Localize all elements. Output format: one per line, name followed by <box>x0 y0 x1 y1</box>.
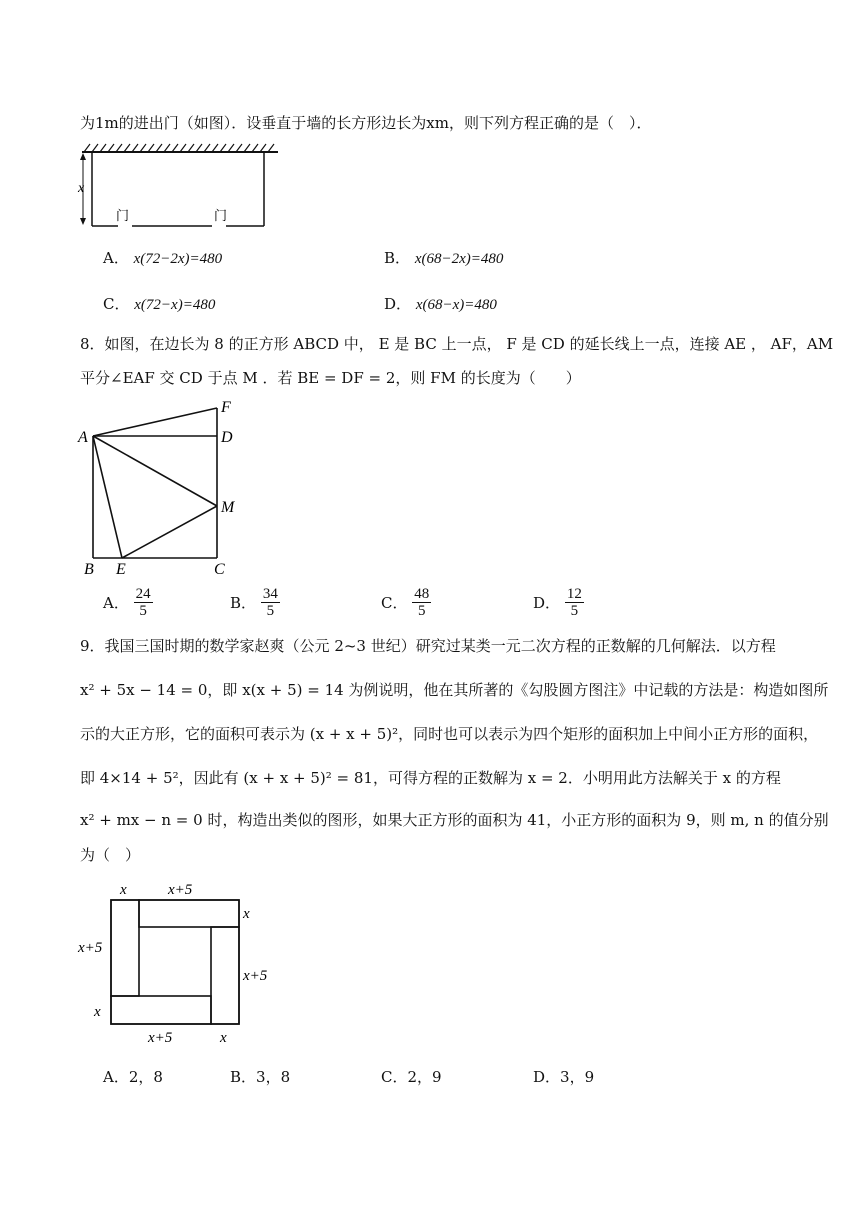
q9-stem-line4: 即 4×14 + 5²，因此有 (x + x + 5)² = 81，可得方程的正数解为 x = 2．小明用此方法解关于 x 的方程 <box>80 769 781 787</box>
label-top-x: x <box>120 882 127 898</box>
q9-figure <box>74 876 284 1048</box>
q9-option-b[interactable]: B．3，8 <box>230 1068 291 1086</box>
label-top-x5: x+5 <box>168 882 193 898</box>
q8-option-a[interactable]: A． $\frac{24}{5}$ <box>103 586 151 619</box>
vertex-c: C <box>214 561 225 578</box>
door-label-2: 门 <box>214 208 228 223</box>
q7-option-c[interactable]: C． x(72−x)=480 <box>103 295 216 313</box>
q7-option-a[interactable]: A． x(72−2x)=480 <box>103 249 223 267</box>
q8-stem-line2: 平分∠EAF 交 CD 于点 M ．若 BE = DF = 2，则 FM 的长度为（ ） <box>80 369 581 387</box>
q8-stem-line1: 8．如图，在边长为 8 的正方形 ABCD 中， E 是 BC 上一点， F 是 CD 的延长线上一点，连接 AE ， AF，AM <box>80 335 834 353</box>
door-label-1: 门 <box>116 208 130 223</box>
vertex-m: M <box>221 499 235 516</box>
q9-stem-line5: x² + mx − n = 0 时，构造出类似的图形，如果大正方形的面积为 41，小正方形的面积为 9，则 m, n 的值分别 <box>80 811 829 829</box>
vertex-d: D <box>221 429 233 446</box>
q7-stem: 为1m的进出门（如图）．设垂直于墙的长方形边长为xm，则下列方程正确的是（ ）． <box>80 114 652 132</box>
q7-x-label: x <box>78 181 85 196</box>
q7-option-d[interactable]: D． x(68−x)=480 <box>384 295 497 313</box>
q9-stem-line1: 9．我国三国时期的数学家赵爽（公元 2~3 世纪）研究过某类一元二次方程的正数解的几何解法．以方程 <box>80 637 776 655</box>
vertex-f: F <box>221 399 231 416</box>
vertex-b: B <box>84 561 94 578</box>
q8-option-c[interactable]: C． $\frac{48}{5}$ <box>381 586 430 619</box>
vertex-a: A <box>78 429 88 446</box>
label-left-x5: x+5 <box>78 940 103 956</box>
label-bottom-x: x <box>220 1030 227 1046</box>
q8-figure <box>76 394 246 580</box>
label-left-x: x <box>94 1004 101 1020</box>
q9-stem-line6: 为（ ） <box>80 846 141 864</box>
q9-stem-line3: 示的大正方形，它的面积可表示为 (x + x + 5)²，同时也可以表示为四个矩形的面积加上中间小正方形的面积， <box>80 725 819 743</box>
wall-hatching <box>84 144 274 152</box>
label-bottom-x5: x+5 <box>148 1030 173 1046</box>
q8-option-d[interactable]: D． $\frac{12}{5}$ <box>533 586 582 619</box>
q7-figure <box>74 142 284 234</box>
q8-option-b[interactable]: B． $\frac{34}{5}$ <box>230 586 278 619</box>
label-right-x: x <box>243 906 250 922</box>
q9-option-a[interactable]: A．2，8 <box>103 1068 163 1086</box>
q9-option-d[interactable]: D．3，9 <box>533 1068 595 1086</box>
q9-stem-line2: x² + 5x − 14 = 0，即 x(x + 5) = 14 为例说明，他在其所著的《勾股圆方图注》中记载的方法是：构造如图所 <box>80 681 829 699</box>
q7-option-b[interactable]: B． x(68−2x)=480 <box>384 249 504 267</box>
label-right-x5: x+5 <box>243 968 268 984</box>
vertex-e: E <box>116 561 126 578</box>
q9-option-c[interactable]: C．2，9 <box>381 1068 442 1086</box>
